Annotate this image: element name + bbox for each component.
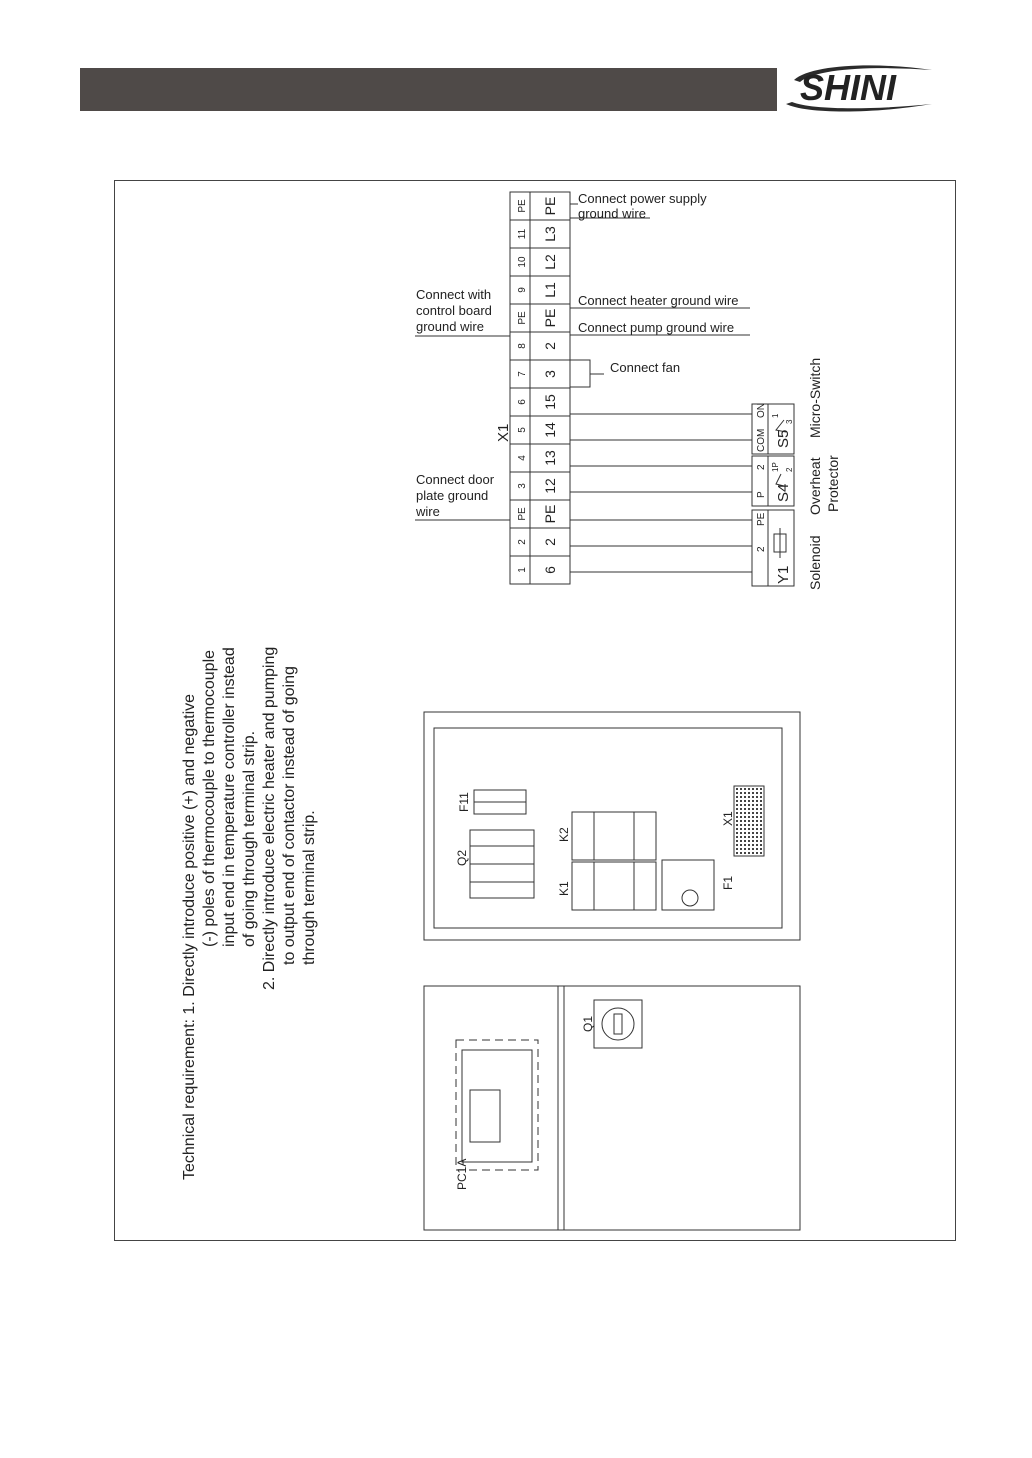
control-board-ground-line2: control board <box>416 303 492 318</box>
q2-label: Q2 <box>455 849 469 866</box>
fan-label: Connect fan <box>610 360 681 375</box>
k1-contactor <box>572 862 656 910</box>
strip-bottom-cell: 12 <box>542 478 558 494</box>
strip-top-cell: PE <box>517 311 528 325</box>
pc1a-label: PC1A <box>455 1158 469 1190</box>
strip-bottom-cell: L1 <box>542 282 558 298</box>
s5-pin3: 3 <box>785 419 794 424</box>
strip-top-cell: 4 <box>517 455 528 461</box>
y1-tag: Y1 <box>775 565 792 584</box>
strip-top-cell: 1 <box>517 567 528 573</box>
q1-label: Q1 <box>581 1015 595 1032</box>
power-ground-line2: ground wire <box>578 206 646 221</box>
pump-ground-label: Connect pump ground wire <box>578 320 735 335</box>
power-ground-line1: Connect power supply <box>578 191 707 206</box>
s4-tag: S4 <box>775 483 792 502</box>
s4-pin1: 1P <box>771 462 780 472</box>
strip-top-cell: 6 <box>517 399 528 405</box>
front-panel <box>424 986 800 1230</box>
strip-top-cell: 7 <box>517 371 528 377</box>
pc1a-controller-outline <box>456 1040 538 1170</box>
strip-top-cell: 3 <box>517 483 528 489</box>
y1-pin: 2 <box>756 546 767 552</box>
strip-bottom-cell: PE <box>542 196 558 216</box>
tech-req-line4: of going through terminal strip. <box>241 730 258 947</box>
strip-bottom-cell: L2 <box>542 254 558 270</box>
k1-label: K1 <box>557 881 571 896</box>
s4-pin2: 2 <box>785 467 794 472</box>
strip-bottom-cell: 3 <box>542 370 558 378</box>
s5-com: COM <box>756 428 767 452</box>
overheat-caption: Overheat <box>807 457 823 515</box>
strip-top-cell: 10 <box>517 256 528 268</box>
strip-bottom-cell: 2 <box>542 342 558 350</box>
tech-req-line5: 2. Directly introduce electric heater and pumping <box>261 646 278 990</box>
protector-caption: Protector <box>825 455 841 512</box>
door-ground-line2: plate ground <box>416 488 489 503</box>
f11-label: F11 <box>457 792 471 812</box>
strip-top-cell: 11 <box>517 228 528 240</box>
strip-top-cell: 5 <box>517 427 528 433</box>
y1-pe: PE <box>756 512 767 526</box>
strip-bottom-cell: 6 <box>542 566 558 574</box>
control-board-ground-line1: Connect with <box>416 287 492 302</box>
s5-tag: S5 <box>775 429 792 448</box>
strip-bottom-cell: 15 <box>542 394 558 410</box>
x1-layout-label: X1 <box>721 811 735 826</box>
strip-bottom-cell: 2 <box>542 538 558 546</box>
tech-req-line6: to output end of contactor instead of going <box>281 666 298 965</box>
tech-req-line7: through terminal strip. <box>301 810 318 965</box>
door-ground-line3: wire <box>416 504 440 519</box>
s5-on: ON <box>756 403 767 418</box>
k2-label: K2 <box>557 827 571 842</box>
s4-p: P <box>756 491 767 498</box>
q1-switch <box>594 1000 642 1048</box>
strip-bottom-cell: 14 <box>542 422 558 438</box>
k2-contactor <box>572 812 656 860</box>
strip-top-cell: 9 <box>517 287 528 293</box>
micro-switch-caption: Micro-Switch <box>807 357 823 438</box>
door-ground-line1: Connect door <box>416 472 495 487</box>
heater-ground-label: Connect heater ground wire <box>578 293 739 308</box>
logo-text: SHINI <box>800 67 897 108</box>
strip-bottom-cell: PE <box>542 308 558 328</box>
strip-top-cell: 2 <box>517 539 528 545</box>
tech-req-line1: Technical requirement: 1. Directly introduce positive (+) and negative <box>181 693 198 1180</box>
strip-top-cell: PE <box>517 199 528 213</box>
s5-pin1: 1 <box>771 413 780 418</box>
strip-bottom-cell: L3 <box>542 226 558 242</box>
strip-top-cell: 8 <box>517 343 528 349</box>
tech-req-line2: (-) poles of thermocouple to thermocouple <box>201 649 218 947</box>
strip-top-cell: PE <box>517 507 528 521</box>
strip-bottom-cell: 13 <box>542 450 558 466</box>
f1-relay <box>662 860 714 910</box>
pc1a-controller <box>462 1050 532 1162</box>
strip-bottom-cell: PE <box>542 504 558 524</box>
tech-req-line3: input end in temperature controller instead <box>221 647 238 947</box>
s4-2: 2 <box>756 464 767 470</box>
strip-label-x1: X1 <box>495 423 512 442</box>
solenoid-caption: Solenoid <box>807 535 823 590</box>
control-board-ground-line3: ground wire <box>416 319 484 334</box>
f1-label: F1 <box>721 875 735 890</box>
